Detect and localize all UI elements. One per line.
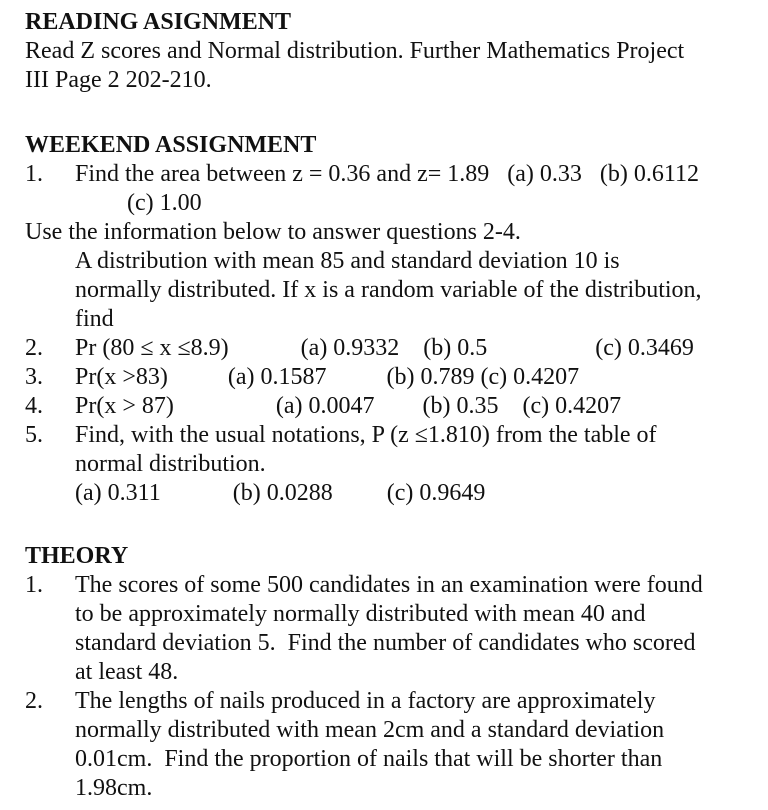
weekend-assignment-heading: WEEKEND ASSIGNMENT bbox=[25, 132, 317, 158]
reading-assignment-text-line-1: Read Z scores and Normal distribution. Further Mathematics Project bbox=[25, 38, 685, 64]
question-text: Find the area between z = 0.36 and z= 1.89 (a) 0.33 (b) 0.6112 bbox=[75, 161, 699, 187]
theory-question-1-line-2: to be approximately normally distributed with mean 40 and bbox=[75, 601, 646, 627]
weekend-question-5 bbox=[25, 421, 762, 450]
question-text: Pr(x >83) (a) 0.1587 (b) 0.789 (c) 0.4207 bbox=[75, 364, 580, 390]
question-number: 2. bbox=[25, 688, 43, 714]
question-number: 1. bbox=[25, 161, 43, 187]
theory-question-1 bbox=[25, 571, 762, 600]
weekend-instruction: Use the information below to answer questions 2-4. bbox=[25, 219, 521, 245]
question-number: 2. bbox=[25, 335, 43, 361]
theory-question-1-line-4: at least 48. bbox=[75, 659, 179, 685]
theory-question-2-line-2: normally distributed with mean 2cm and a standard deviation bbox=[75, 717, 665, 743]
theory-question-2-line-3: 0.01cm. Find the proportion of nails that will be shorter than bbox=[75, 746, 663, 772]
weekend-assignment-section bbox=[25, 131, 762, 508]
question-text: Find, with the usual notations, P (z ≤1.810) from the table of bbox=[75, 422, 657, 448]
weekend-intro-line-1: A distribution with mean 85 and standard deviation 10 is bbox=[75, 248, 620, 274]
question-text: The lengths of nails produced in a factory are approximately bbox=[75, 688, 656, 714]
reading-assignment-section bbox=[25, 8, 762, 95]
question-number: 5. bbox=[25, 422, 43, 448]
question-number: 1. bbox=[25, 572, 43, 598]
reading-assignment-text-line-2: III Page 2 202-210. bbox=[25, 67, 212, 93]
weekend-question-5-options: (a) 0.311 (b) 0.0288 (c) 0.9649 bbox=[75, 480, 486, 506]
theory-question-1-line-3: standard deviation 5. Find the number of candidates who scored bbox=[75, 630, 696, 656]
theory-section bbox=[25, 542, 762, 803]
weekend-intro-line-2: normally distributed. If x is a random variable of the distribution, bbox=[75, 277, 702, 303]
weekend-question-1 bbox=[25, 160, 762, 189]
question-text: The scores of some 500 candidates in an examination were found bbox=[75, 572, 703, 598]
weekend-question-5-continuation: normal distribution. bbox=[75, 451, 266, 477]
reading-assignment-heading: READING ASIGNMENT bbox=[25, 9, 292, 35]
theory-question-2 bbox=[25, 687, 762, 716]
weekend-question-3 bbox=[25, 363, 762, 392]
question-text: Pr (80 ≤ x ≤8.9) (a) 0.9332 (b) 0.5 (c) 0.3469 bbox=[75, 335, 694, 361]
question-text: Pr(x > 87) (a) 0.0047 (b) 0.35 (c) 0.4207 bbox=[75, 393, 622, 419]
weekend-question-1-option-c: (c) 1.00 bbox=[127, 190, 202, 216]
weekend-intro-line-3: find bbox=[75, 306, 114, 332]
weekend-question-4 bbox=[25, 392, 762, 421]
question-number: 4. bbox=[25, 393, 43, 419]
weekend-question-2 bbox=[25, 334, 762, 363]
question-number: 3. bbox=[25, 364, 43, 390]
theory-question-2-line-4: 1.98cm. bbox=[75, 775, 153, 801]
theory-heading: THEORY bbox=[25, 543, 129, 569]
